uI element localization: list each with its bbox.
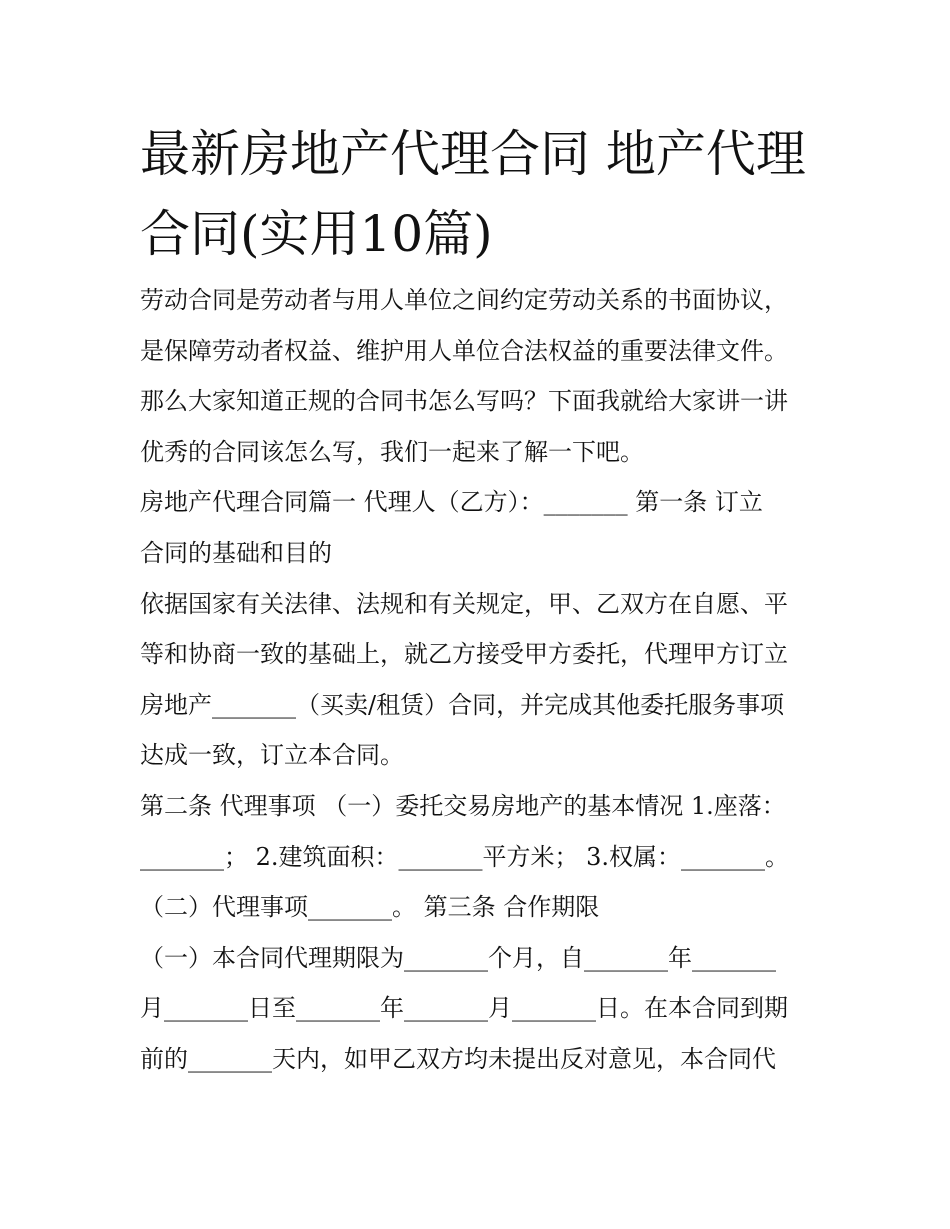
title-line: 最新房地产代理合同 地产代理 xyxy=(140,125,806,183)
body-line: 房地产_______（买卖/租赁）合同，并完成其他委托服务事项 xyxy=(140,690,785,719)
body-line: _______； 2.建筑面积：_______平方米； 3.权属：_______。 xyxy=(140,842,790,871)
body-line: 劳动合同是劳动者与用人单位之间约定劳动关系的书面协议， xyxy=(140,286,788,314)
document-body xyxy=(140,275,830,1085)
body-line: 合同的基础和目的 xyxy=(140,538,332,567)
document-title xyxy=(140,114,830,274)
body-line: 月_______日至_______年_______月_______日。在本合同到期 xyxy=(140,994,788,1023)
body-line: 第二条 代理事项 （一）委托交易房地产的基本情况 1.座落： xyxy=(140,791,786,820)
body-line: 是保障劳动者权益、维护用人单位合法权益的重要法律文件。 xyxy=(140,336,788,365)
body-line: 前的_______天内，如甲乙双方均未提出反对意见，本合同代 xyxy=(140,1044,776,1073)
body-line: 依据国家有关法律、法规和有关规定，甲、乙双方在自愿、平 xyxy=(140,589,788,618)
title-line: 合同(实用10篇) xyxy=(140,205,493,263)
body-line: 房地产代理合同篇一 代理人（乙方）：_______ 第一条 订立 xyxy=(140,488,763,517)
body-line: 达成一致，订立本合同。 xyxy=(140,741,404,770)
body-line: 那么大家知道正规的合同书怎么写吗？下面我就给大家讲一讲 xyxy=(140,387,788,416)
body-line: （二）代理事项_______。 第三条 合作期限 xyxy=(140,893,600,922)
body-line: 优秀的合同该怎么写，我们一起来了解一下吧。 xyxy=(140,437,644,466)
body-line: （一）本合同代理期限为_______个月，自_______年_______ xyxy=(140,943,776,972)
body-line: 等和协商一致的基础上，就乙方接受甲方委托，代理甲方订立 xyxy=(140,640,788,669)
